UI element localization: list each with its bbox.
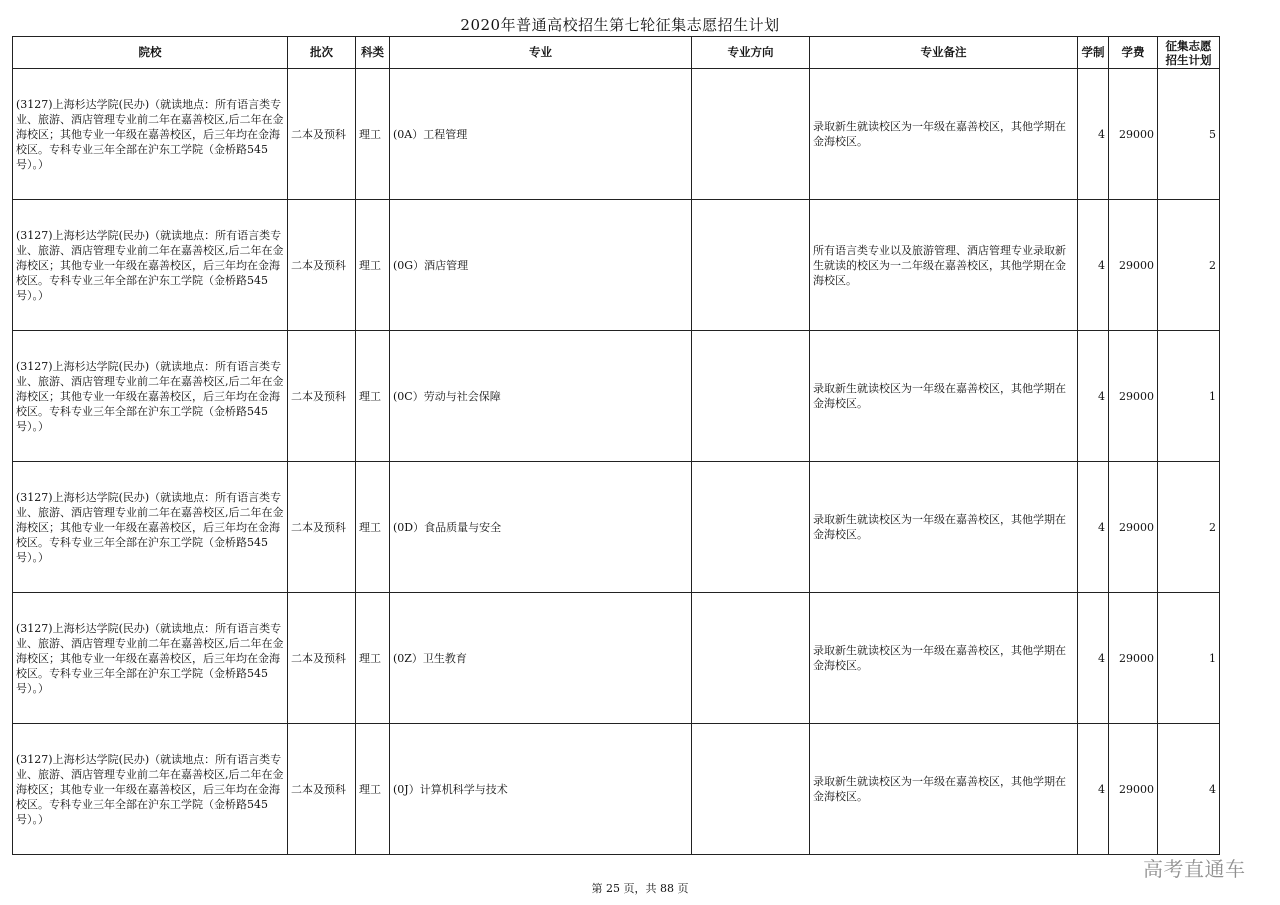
cell-direction [692,724,810,855]
cell-batch: 二本及预科 [288,462,356,593]
cell-direction [692,69,810,200]
cell-note: 录取新生就读校区为一年级在嘉善校区，其他学期在金海校区。 [810,724,1078,855]
table-row [13,724,1220,855]
enrollment-plan-table [12,36,1220,855]
cell-plan: 1 [1158,331,1220,462]
header-category: 科类 [356,37,390,69]
header-major: 专业 [390,37,692,69]
cell-batch: 二本及预科 [288,724,356,855]
cell-fee: 29000 [1109,462,1158,593]
cell-school: (3127)上海杉达学院(民办)（就读地点：所有语言类专业、旅游、酒店管理专业前二年在嘉善校区,后二年在金海校区；其他专业一年级在嘉善校区，后三年均在金海校区。专科专业三年全部在沪东工学院（金桥路545号）。） [13,69,288,200]
header-plan-line2: 招生计划 [1165,52,1212,67]
cell-category: 理工 [356,200,390,331]
cell-fee: 29000 [1109,200,1158,331]
page-number: 第 25 页，共 88 页 [591,882,689,895]
cell-major: (0Z）卫生教育 [390,593,692,724]
cell-years: 4 [1078,593,1109,724]
cell-fee: 29000 [1109,724,1158,855]
cell-category: 理工 [356,462,390,593]
header-fee: 学费 [1109,37,1158,69]
cell-note: 所有语言类专业以及旅游管理、酒店管理专业录取新生就读的校区为一二年级在嘉善校区，其他学期在金海校区。 [810,200,1078,331]
header-note: 专业备注 [810,37,1078,69]
header-school: 院校 [13,37,288,69]
cell-major: (0C）劳动与社会保障 [390,331,692,462]
table-row [13,462,1220,593]
cell-category: 理工 [356,69,390,200]
header-direction: 专业方向 [692,37,810,69]
cell-years: 4 [1078,462,1109,593]
cell-fee: 29000 [1109,69,1158,200]
cell-major: (0A）工程管理 [390,69,692,200]
cell-fee: 29000 [1109,331,1158,462]
header-plan [1158,37,1220,69]
cell-plan: 2 [1158,462,1220,593]
table-row [13,331,1220,462]
table-row [13,593,1220,724]
cell-school: (3127)上海杉达学院(民办)（就读地点：所有语言类专业、旅游、酒店管理专业前二年在嘉善校区,后二年在金海校区；其他专业一年级在嘉善校区，后三年均在金海校区。专科专业三年全部在沪东工学院（金桥路545号）。） [13,200,288,331]
header-years: 学制 [1078,37,1109,69]
cell-major: (0D）食品质量与安全 [390,462,692,593]
cell-plan: 5 [1158,69,1220,200]
cell-category: 理工 [356,724,390,855]
cell-note: 录取新生就读校区为一年级在嘉善校区，其他学期在金海校区。 [810,69,1078,200]
cell-years: 4 [1078,200,1109,331]
cell-plan: 4 [1158,724,1220,855]
cell-note: 录取新生就读校区为一年级在嘉善校区，其他学期在金海校区。 [810,331,1078,462]
header-plan-line1: 征集志愿 [1165,38,1212,53]
cell-fee: 29000 [1109,593,1158,724]
cell-category: 理工 [356,331,390,462]
document-title: 2020年普通高校招生第七轮征集志愿招生计划 [460,16,780,34]
cell-direction [692,200,810,331]
table-header-row [13,37,1220,69]
cell-school: (3127)上海杉达学院(民办)（就读地点：所有语言类专业、旅游、酒店管理专业前二年在嘉善校区,后二年在金海校区；其他专业一年级在嘉善校区，后三年均在金海校区。专科专业三年全部在沪东工学院（金桥路545号）。） [13,724,288,855]
cell-school: (3127)上海杉达学院(民办)（就读地点：所有语言类专业、旅游、酒店管理专业前二年在嘉善校区,后二年在金海校区；其他专业一年级在嘉善校区，后三年均在金海校区。专科专业三年全部在沪东工学院（金桥路545号）。） [13,462,288,593]
cell-school: (3127)上海杉达学院(民办)（就读地点：所有语言类专业、旅游、酒店管理专业前二年在嘉善校区,后二年在金海校区；其他专业一年级在嘉善校区，后三年均在金海校区。专科专业三年全部在沪东工学院（金桥路545号）。） [13,593,288,724]
cell-note: 录取新生就读校区为一年级在嘉善校区，其他学期在金海校区。 [810,593,1078,724]
cell-direction [692,462,810,593]
table-row [13,200,1220,331]
cell-years: 4 [1078,69,1109,200]
cell-plan: 2 [1158,200,1220,331]
cell-major: (0J）计算机科学与技术 [390,724,692,855]
header-batch: 批次 [288,37,356,69]
table-row [13,69,1220,200]
cell-school: (3127)上海杉达学院(民办)（就读地点：所有语言类专业、旅游、酒店管理专业前二年在嘉善校区,后二年在金海校区；其他专业一年级在嘉善校区，后三年均在金海校区。专科专业三年全部在沪东工学院（金桥路545号）。） [13,331,288,462]
cell-years: 4 [1078,331,1109,462]
cell-note: 录取新生就读校区为一年级在嘉善校区，其他学期在金海校区。 [810,462,1078,593]
cell-direction [692,593,810,724]
cell-years: 4 [1078,724,1109,855]
watermark: 高考直通车 [1143,857,1246,881]
cell-batch: 二本及预科 [288,331,356,462]
cell-plan: 1 [1158,593,1220,724]
cell-category: 理工 [356,593,390,724]
cell-batch: 二本及预科 [288,200,356,331]
cell-batch: 二本及预科 [288,69,356,200]
cell-direction [692,331,810,462]
cell-batch: 二本及预科 [288,593,356,724]
cell-major: (0G）酒店管理 [390,200,692,331]
